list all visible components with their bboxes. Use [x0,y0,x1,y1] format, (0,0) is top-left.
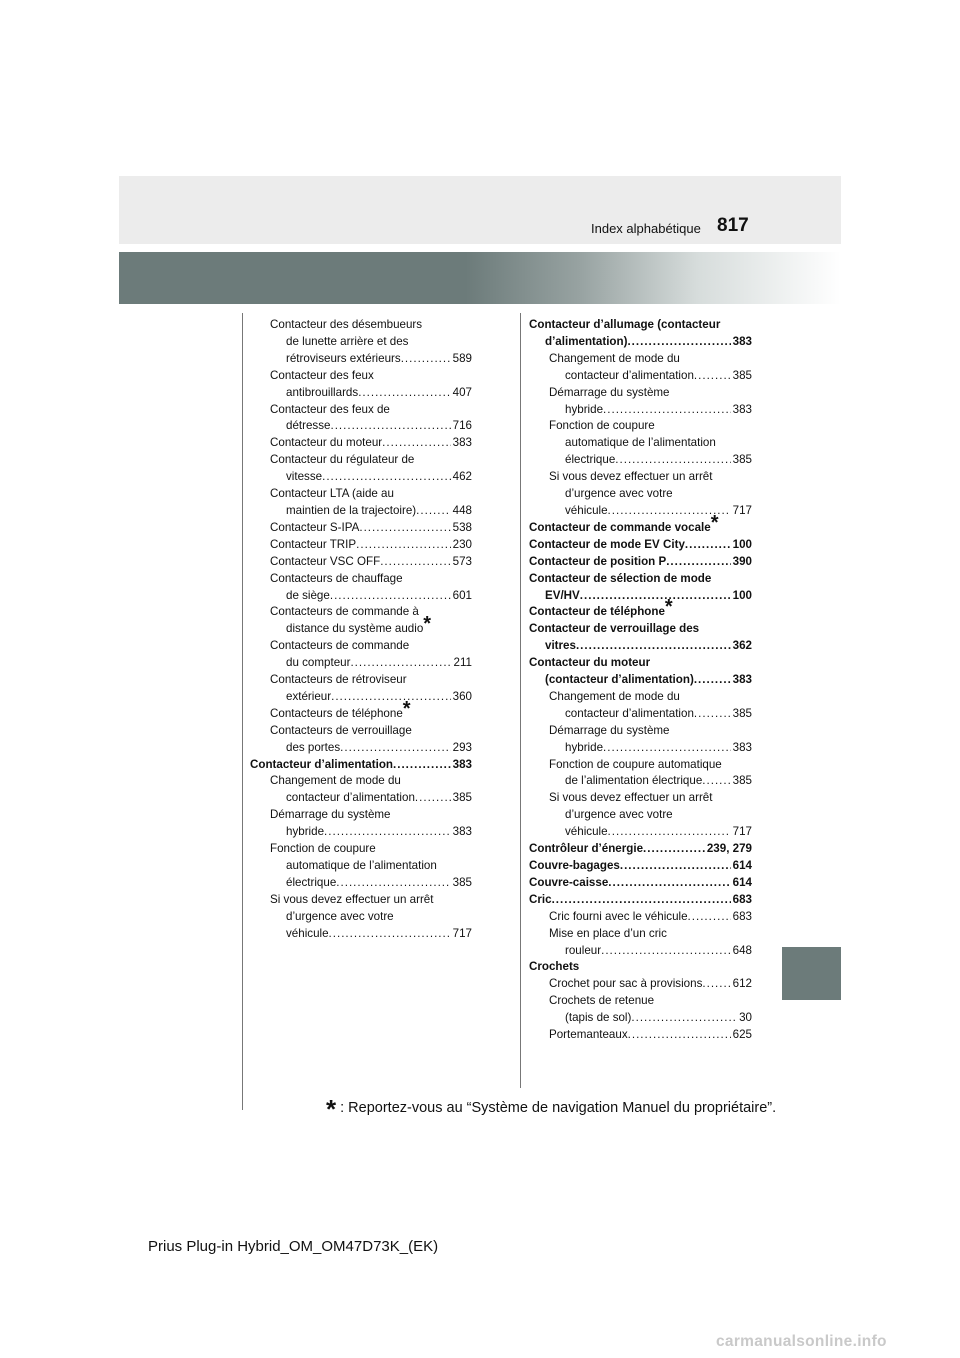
index-entry [529,757,752,791]
entry-page: 385 [732,453,752,467]
index-entry [250,537,472,554]
entry-line: Démarrage du système [549,723,670,737]
entry-term: rouleur [565,943,602,957]
index-entry [529,976,752,993]
entry-page: 407 [452,385,472,399]
leader-dots [694,368,731,385]
leader-dots [416,503,450,520]
entry-term: Contrôleur d’énergie [529,842,644,856]
section-thumb-tab [782,947,841,1000]
index-entry [250,638,472,672]
entry-line: Contacteurs de verrouillage [270,723,412,737]
index-entry [250,892,472,943]
watermark: carmanualsonline.info [716,1333,887,1350]
leader-dots [603,402,731,419]
entry-term: Crochet pour sac à provisions [549,977,703,991]
entry-line: Mise en place d’un cric [549,926,667,940]
index-entry [529,554,752,571]
entry-term: distance du système audio [286,622,424,636]
entry-line: Contacteurs de chauffage [270,571,403,585]
entry-term: du compteur [286,656,351,670]
entry-page: 538 [452,520,472,534]
entry-page: 360 [452,689,472,703]
entry-term: (tapis de sol) [565,1011,632,1025]
entry-line: Fonction de coupure [270,842,376,856]
leader-dots [643,841,705,858]
entry-page: 648 [732,943,752,957]
page-number: 817 [717,215,749,236]
entry-term: antibrouillards [286,385,359,399]
entry-page: 683 [732,892,752,906]
entry-page: 462 [452,470,472,484]
entry-term: de l’alimentation électrique [565,774,703,788]
entry-term: hybride [565,740,604,754]
index-entry [529,655,752,689]
entry-term: Contacteur de position P [529,554,667,568]
entry-term: véhicule [565,825,608,839]
index-column-right [529,317,752,1044]
entry-term: d’alimentation) [545,334,628,348]
entry-line: automatique de l’alimentation [286,859,437,872]
entry-term: Contacteur TRIP [270,537,357,551]
index-entry [529,317,752,351]
entry-page: 448 [452,503,472,517]
entry-page: 601 [452,588,472,602]
entry-page: 573 [452,554,472,568]
entry-term: Cric fourni avec le véhicule [549,909,688,923]
entry-page: 385 [452,791,472,805]
leader-dots [694,706,731,723]
index-entry [529,892,752,909]
entry-line: Contacteur des feux [270,368,374,382]
index-entry [529,858,752,875]
entry-term: de siège [286,588,330,602]
leader-dots [627,334,730,351]
leader-dots [393,757,451,774]
entry-line: d’urgence avec votre [286,909,394,923]
entry-term: contacteur d’alimentation [286,791,415,805]
entry-page: 383 [732,673,752,687]
index-entry [250,757,472,774]
leader-dots [608,875,730,892]
entry-term: Contacteur VSC OFF [270,554,381,568]
entry-page: 383 [452,825,472,839]
entry-page: 385 [452,875,472,889]
entry-line: Démarrage du système [270,808,391,822]
index-entry: Contacteurs de commande à distance du système audio * [250,604,472,638]
entry-line: Contacteurs de rétroviseur [270,673,407,687]
index-entry: Contacteur de commande vocale * [529,520,752,537]
leader-dots [580,588,731,605]
entry-line: Si vous devez effectuer un arrêt [549,791,713,805]
index-entry [529,926,752,960]
index-entry [250,452,472,486]
header-gradient-band [119,252,841,304]
entry-page: 612 [732,977,752,991]
entry-line: Contacteur LTA (aide au [270,487,394,501]
leader-dots [702,773,730,790]
index-entry [529,689,752,723]
entry-term: des portes [286,740,341,754]
entry-page: 717 [732,825,752,839]
entry-term: contacteur d’alimentation [565,368,694,382]
index-entry [529,875,752,892]
leader-dots [628,1027,731,1044]
entry-term: EV/HV [545,588,580,602]
entry-page: 230 [452,537,472,551]
entry-line: Contacteurs de commande [270,639,410,653]
index-entry [529,571,752,605]
entry-line: de lunette arrière et des [286,334,409,348]
leader-dots [380,554,450,571]
footnote [326,1088,777,1124]
leader-dots [666,554,730,571]
leader-dots [356,537,451,554]
entry-term: électrique [286,875,337,889]
index-entry [250,435,472,452]
index-column-left [250,317,472,943]
entry-term: vitesse [286,470,323,484]
entry-term: Contacteur de téléphone [529,605,665,619]
leader-dots [603,740,731,757]
index-entry [250,807,472,841]
entry-page: 385 [732,368,752,382]
entry-page: 293 [452,740,472,754]
entry-page: 716 [452,419,472,433]
entry-term: électrique [565,453,616,467]
footnote-asterisk: * [326,1094,337,1124]
index-entry [529,1027,752,1044]
leader-dots [620,858,731,875]
leader-dots [350,655,451,672]
leader-dots [552,892,731,909]
index-entry [250,841,472,892]
entry-page: 383 [452,757,472,771]
leader-dots [631,1010,737,1027]
entry-line: d’urgence avec votre [565,808,673,822]
entry-term: (contacteur d’alimentation) [545,673,694,687]
entry-page: 589 [452,351,472,365]
left-column-rule [242,313,243,1110]
entry-term: Contacteurs de téléphone [270,706,403,720]
leader-dots [359,520,450,537]
entry-term: Contacteur d’alimentation [250,757,394,771]
entry-term: Portemanteaux [549,1028,628,1042]
entry-page: 383 [732,334,752,348]
entry-line: Si vous devez effectuer un arrêt [270,892,434,906]
entry-line: Contacteur des désembueurs [270,318,423,331]
index-entry [250,402,472,436]
footnote-text: : Reportez-vous au “Système de navigation Manuel du propriétaire”. [340,1100,777,1116]
entry-line: Contacteur des feux de [270,402,390,416]
index-entry: Contacteur de téléphone * [529,604,752,621]
entry-term: Contacteur de commande vocale [529,520,711,534]
leader-dots [685,537,731,554]
entry-term: Contacteur du moteur [270,436,383,450]
entry-term: Contacteur de mode EV City [529,537,685,551]
leader-dots [331,689,451,706]
entry-page: 211 [453,656,472,670]
index-entry [529,993,752,1027]
leader-dots [329,926,451,943]
entry-term: hybride [565,402,604,416]
entry-term: véhicule [565,503,608,517]
entry-page: 239, 279 [706,842,752,856]
leader-dots [702,976,730,993]
leader-dots [336,875,450,892]
entry-page: 717 [732,503,752,517]
entry-term: Crochets [529,960,580,974]
index-entry [250,672,472,706]
entry-page: 614 [732,875,752,889]
leader-dots [382,435,451,452]
index-entry [529,841,752,858]
entry-line: Si vous devez effectuer un arrêt [549,470,713,484]
leader-dots [340,740,451,757]
entry-page: 390 [732,554,752,568]
index-entry [529,790,752,841]
entry-page: 100 [732,537,752,551]
entry-term: Cric [529,892,552,906]
entry-term: détresse [286,419,331,433]
leader-dots [688,909,731,926]
entry-line: Changement de mode du [549,351,680,365]
entry-page: 385 [732,706,752,720]
leader-dots [330,418,450,435]
entry-term: contacteur d’alimentation [565,706,694,720]
section-title: Index alphabétique [591,221,701,236]
leader-dots [576,638,731,655]
index-entry [250,317,472,368]
entry-page: 625 [732,1028,752,1042]
entry-term: rétroviseurs extérieurs [286,351,401,365]
entry-page: 383 [732,402,752,416]
leader-dots [322,469,451,486]
index-entry [250,554,472,571]
entry-term: Couvre-caisse [529,875,609,889]
entry-line: Contacteurs de commande à [270,605,419,619]
entry-term: véhicule [286,926,329,940]
leader-dots [324,824,451,841]
index-entry [529,418,752,469]
leader-dots [401,351,451,368]
leader-dots [601,943,731,960]
entry-line: Contacteur du moteur [529,656,651,670]
entry-page: 362 [732,639,752,653]
middle-column-rule [520,313,521,1088]
entry-term: hybride [286,825,325,839]
entry-line: Fonction de coupure automatique [549,757,722,771]
leader-dots [608,824,731,841]
entry-line: Démarrage du système [549,385,670,399]
leader-dots [615,452,730,469]
entry-line: Contacteur d’allumage (contacteur [529,318,721,331]
leader-dots [358,385,450,402]
index-entry [529,351,752,385]
index-entry [250,486,472,520]
index-entry [250,520,472,537]
entry-page: 717 [452,926,472,940]
entry-term: Contacteur S-IPA [270,520,360,534]
entry-line: automatique de l’alimentation [565,436,716,450]
entry-page: 383 [732,740,752,754]
leader-dots [694,672,731,689]
entry-line: d’urgence avec votre [565,487,673,501]
leader-dots [415,790,451,807]
entry-line: Changement de mode du [270,774,401,788]
index-entry [529,385,752,419]
document-footer: Prius Plug-in Hybrid_OM_OM47D73K_(EK) [148,1238,439,1255]
entry-page: 683 [732,909,752,923]
entry-line: Contacteur du régulateur de [270,453,415,467]
index-entry [250,773,472,807]
index-entry [529,537,752,554]
entry-line: Crochets de retenue [549,994,655,1008]
entry-line: Fonction de coupure [549,419,655,433]
entry-page: 383 [452,436,472,450]
entry-term: vitres [545,639,576,653]
index-entry [529,723,752,757]
entry-line: Changement de mode du [549,689,680,703]
entry-line: Contacteur de sélection de mode [529,571,712,585]
entry-page: 614 [732,859,752,872]
entry-page: 30 [739,1011,752,1025]
entry-term: extérieur [286,689,332,703]
leader-dots [330,588,451,605]
entry-page: 385 [732,774,752,788]
entry-term: Couvre-bagages [529,859,620,872]
index-entry [250,723,472,757]
entry-page: 100 [732,588,752,602]
entry-line: Contacteur de verrouillage des [529,622,700,636]
index-entry: Contacteurs de téléphone * [250,706,472,723]
index-entry [529,621,752,655]
index-entry [250,571,472,605]
index-entry [529,959,752,976]
entry-term: maintien de la trajectoire) [286,503,417,517]
index-entry [529,909,752,926]
index-entry [250,368,472,402]
